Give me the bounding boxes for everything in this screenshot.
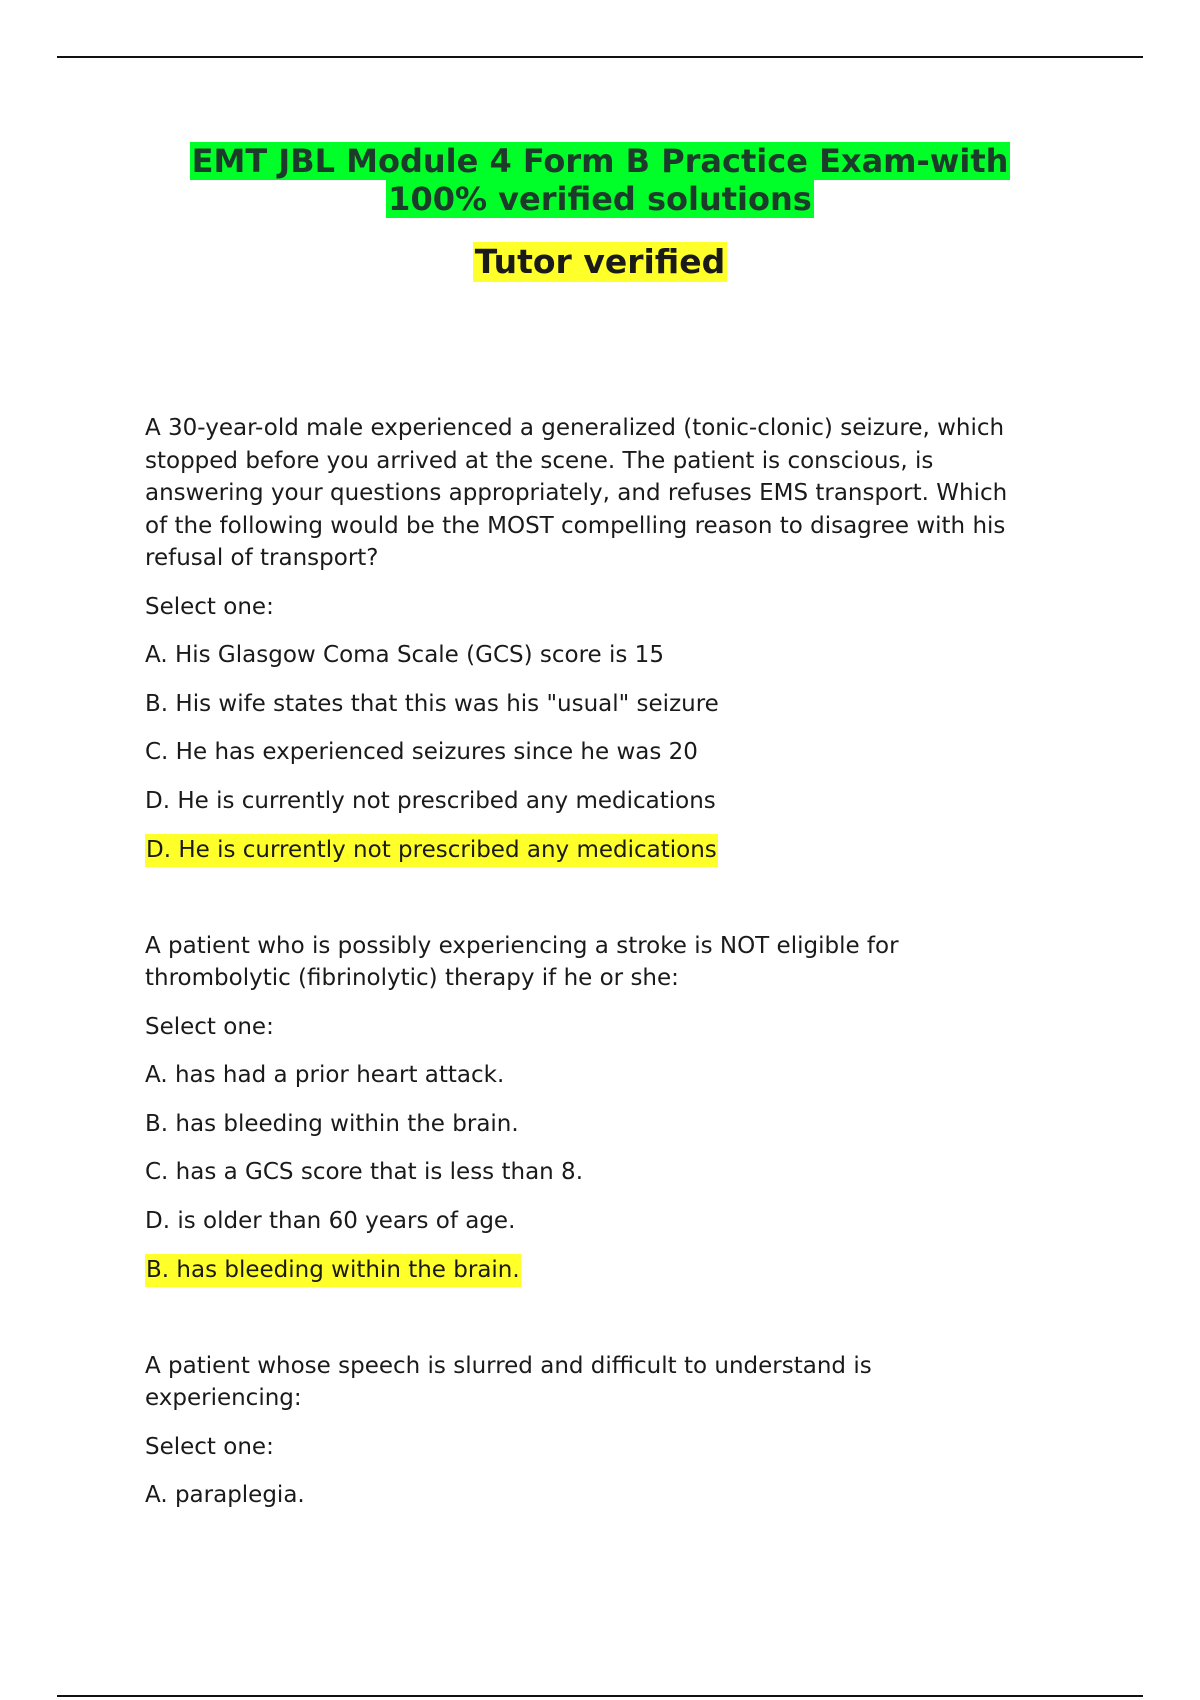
question-3 bbox=[145, 1350, 1075, 1512]
option-b: B. has bleeding within the brain. bbox=[145, 1110, 519, 1137]
question-text-line: A patient who is possibly experiencing a stroke is NOT eligible for bbox=[145, 932, 899, 959]
select-one-prompt: Select one: bbox=[145, 593, 274, 620]
question-text-line: A patient whose speech is slurred and difficult to understand is bbox=[145, 1352, 872, 1379]
select-one-prompt: Select one: bbox=[145, 1433, 274, 1460]
document-subtitle: Tutor verified bbox=[474, 242, 726, 281]
option-c: C. has a GCS score that is less than 8. bbox=[145, 1159, 583, 1185]
document-title-line-1: EMT JBL Module 4 Form B Practice Exam-with bbox=[191, 142, 1009, 180]
correct-answer: D. He is currently not prescribed any medications bbox=[145, 834, 718, 867]
document-title-line-2: 100% verified solutions bbox=[388, 180, 812, 218]
question-1 bbox=[145, 412, 1075, 867]
option-c: C. He has experienced seizures since he was 20 bbox=[145, 739, 698, 765]
option-a: A. paraplegia. bbox=[145, 1482, 305, 1508]
select-one-prompt: Select one: bbox=[145, 1013, 274, 1040]
question-1-text bbox=[145, 412, 1075, 575]
question-3-text bbox=[145, 1350, 1075, 1415]
bottom-rule bbox=[57, 1695, 1143, 1697]
question-text-line: thrombolytic (fibrinolytic) therapy if he or she: bbox=[145, 965, 679, 991]
option-b: B. His wife states that this was his "usual" seizure bbox=[145, 690, 719, 717]
question-text-line: of the following would be the MOST compelling reason to disagree with his bbox=[145, 512, 1006, 539]
option-d: D. is older than 60 years of age. bbox=[145, 1207, 516, 1234]
option-a: A. His Glasgow Coma Scale (GCS) score is 15 bbox=[145, 642, 664, 668]
option-a: A. has had a prior heart attack. bbox=[145, 1062, 505, 1088]
option-d: D. He is currently not prescribed any medications bbox=[145, 787, 716, 814]
question-text-line: experiencing: bbox=[145, 1385, 302, 1411]
top-rule bbox=[57, 56, 1143, 58]
question-text-line: refusal of transport? bbox=[145, 545, 379, 571]
question-2 bbox=[145, 930, 1075, 1287]
question-text-line: stopped before you arrived at the scene. The patient is conscious, is bbox=[145, 447, 934, 474]
question-list bbox=[145, 412, 1075, 1512]
question-text-line: A 30-year-old male experienced a generalized (tonic-clonic) seizure, which bbox=[145, 415, 1005, 441]
question-text-line: answering your questions appropriately, and refuses EMS transport. Which bbox=[145, 480, 1008, 506]
question-2-text bbox=[145, 930, 1075, 995]
document-header bbox=[0, 142, 1200, 282]
correct-answer: B. has bleeding within the brain. bbox=[145, 1254, 521, 1287]
